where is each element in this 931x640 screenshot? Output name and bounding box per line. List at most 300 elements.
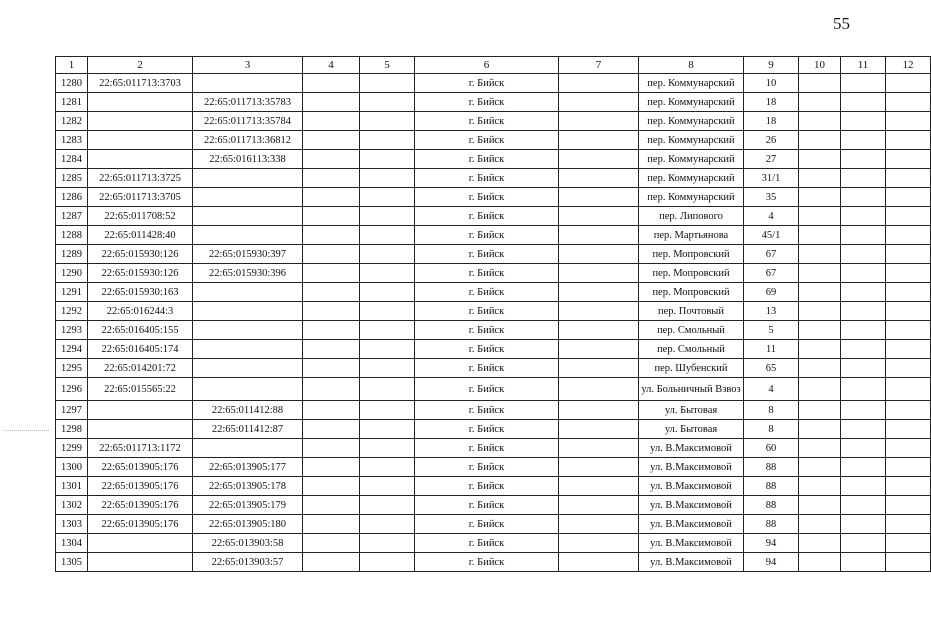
page-number: 55 xyxy=(833,14,850,33)
table-cell xyxy=(360,340,415,359)
table-cell: пер. Смольный xyxy=(639,321,744,340)
table-cell xyxy=(841,169,886,188)
table-cell xyxy=(886,359,931,378)
table-cell xyxy=(88,93,193,112)
table-header-row xyxy=(56,57,931,74)
table-cell xyxy=(559,534,639,553)
table-cell xyxy=(360,553,415,572)
table-cell xyxy=(360,150,415,169)
table-cell xyxy=(559,245,639,264)
table-cell xyxy=(799,340,841,359)
table-cell: 4 xyxy=(744,207,799,226)
table-cell: 22:65:016405:155 xyxy=(88,321,193,340)
table-cell: пер. Коммунарский xyxy=(639,112,744,131)
table-cell xyxy=(799,420,841,439)
table-cell xyxy=(303,226,360,245)
table-cell xyxy=(303,169,360,188)
table-cell: 1296 xyxy=(56,378,88,401)
table-cell: 1292 xyxy=(56,302,88,321)
column-header: 11 xyxy=(841,57,886,74)
table-cell: 60 xyxy=(744,439,799,458)
table-cell: 18 xyxy=(744,112,799,131)
table-cell xyxy=(303,496,360,515)
column-header: 7 xyxy=(559,57,639,74)
table-cell: 22:65:011713:35783 xyxy=(193,93,303,112)
table-cell xyxy=(886,226,931,245)
table-cell xyxy=(841,477,886,496)
table-cell: г. Бийск xyxy=(415,302,559,321)
table-row xyxy=(56,93,931,112)
table-cell: пер. Коммунарский xyxy=(639,93,744,112)
table-cell xyxy=(559,226,639,245)
table-cell: 8 xyxy=(744,401,799,420)
table-cell xyxy=(841,283,886,302)
table-cell: г. Бийск xyxy=(415,321,559,340)
table-cell: г. Бийск xyxy=(415,496,559,515)
table-cell: 22:65:011428:40 xyxy=(88,226,193,245)
table-cell xyxy=(193,207,303,226)
column-header: 3 xyxy=(193,57,303,74)
table-cell: 22:65:015930:397 xyxy=(193,245,303,264)
table-cell xyxy=(841,321,886,340)
table-cell xyxy=(841,458,886,477)
table-cell xyxy=(360,439,415,458)
table-cell xyxy=(799,477,841,496)
table-cell: г. Бийск xyxy=(415,150,559,169)
column-header: 10 xyxy=(799,57,841,74)
table-cell xyxy=(360,420,415,439)
table-cell xyxy=(886,340,931,359)
table-cell: 88 xyxy=(744,477,799,496)
column-header: 2 xyxy=(88,57,193,74)
table-cell xyxy=(799,188,841,207)
table-cell: 94 xyxy=(744,553,799,572)
table-cell: 22:65:013905:180 xyxy=(193,515,303,534)
table-cell xyxy=(559,553,639,572)
table-cell: 22:65:013905:179 xyxy=(193,496,303,515)
table-cell: 1280 xyxy=(56,74,88,93)
table-cell: г. Бийск xyxy=(415,359,559,378)
table-cell xyxy=(193,283,303,302)
table-cell: г. Бийск xyxy=(415,477,559,496)
table-cell: 22:65:013903:57 xyxy=(193,553,303,572)
table-cell xyxy=(886,93,931,112)
table-cell xyxy=(799,150,841,169)
table-cell xyxy=(799,496,841,515)
table-cell xyxy=(193,169,303,188)
table-cell xyxy=(841,553,886,572)
table-cell: 22:65:015930:126 xyxy=(88,245,193,264)
table-cell: пер. Коммунарский xyxy=(639,131,744,150)
table-cell: 67 xyxy=(744,245,799,264)
table-cell: 88 xyxy=(744,515,799,534)
table-cell: г. Бийск xyxy=(415,401,559,420)
table-cell xyxy=(886,477,931,496)
table-cell xyxy=(360,188,415,207)
table-cell: ул. В.Максимовой xyxy=(639,477,744,496)
table-cell: 22:65:016405:174 xyxy=(88,340,193,359)
table-cell xyxy=(193,378,303,401)
table-cell: 1285 xyxy=(56,169,88,188)
table-cell: 1297 xyxy=(56,401,88,420)
table-cell: пер. Коммунарский xyxy=(639,74,744,93)
table-cell xyxy=(886,302,931,321)
table-cell xyxy=(303,340,360,359)
table-cell: г. Бийск xyxy=(415,112,559,131)
table-cell xyxy=(841,378,886,401)
table-cell: пер. Мартьянова xyxy=(639,226,744,245)
table-cell: г. Бийск xyxy=(415,283,559,302)
table-cell xyxy=(303,534,360,553)
table-cell xyxy=(799,401,841,420)
table-cell xyxy=(360,359,415,378)
column-header: 6 xyxy=(415,57,559,74)
table-cell: 1305 xyxy=(56,553,88,572)
table-cell xyxy=(799,458,841,477)
table-cell xyxy=(886,321,931,340)
table-cell: 1298 xyxy=(56,420,88,439)
table-cell xyxy=(799,359,841,378)
table-row xyxy=(56,207,931,226)
table-cell xyxy=(360,169,415,188)
table-cell xyxy=(841,74,886,93)
table-cell: ул. В.Максимовой xyxy=(639,458,744,477)
table-cell xyxy=(841,131,886,150)
column-header: 4 xyxy=(303,57,360,74)
table-cell xyxy=(303,283,360,302)
table-cell xyxy=(303,207,360,226)
table-cell xyxy=(360,496,415,515)
table-cell xyxy=(303,74,360,93)
table-cell: 22:65:013905:176 xyxy=(88,496,193,515)
table-cell xyxy=(360,515,415,534)
table-cell xyxy=(193,74,303,93)
table-cell xyxy=(303,93,360,112)
table-cell: пер. Шубенский xyxy=(639,359,744,378)
table-cell: пер. Липового xyxy=(639,207,744,226)
table-cell xyxy=(303,515,360,534)
table-cell: 1294 xyxy=(56,340,88,359)
table-cell: 22:65:011713:3725 xyxy=(88,169,193,188)
table-cell xyxy=(841,150,886,169)
table-cell: 22:65:013905:177 xyxy=(193,458,303,477)
table-cell xyxy=(193,321,303,340)
table-row xyxy=(56,534,931,553)
table-cell: 22:65:011713:35784 xyxy=(193,112,303,131)
table-cell xyxy=(303,264,360,283)
table-cell: 22:65:011713:1172 xyxy=(88,439,193,458)
table-row xyxy=(56,226,931,245)
table-cell: 22:65:015930:126 xyxy=(88,264,193,283)
table-cell: 1303 xyxy=(56,515,88,534)
table-cell xyxy=(360,245,415,264)
table-cell: 88 xyxy=(744,458,799,477)
table-cell xyxy=(841,401,886,420)
table-cell xyxy=(559,515,639,534)
table-cell xyxy=(559,302,639,321)
table-cell: 22:65:011713:3705 xyxy=(88,188,193,207)
table-cell: 1302 xyxy=(56,496,88,515)
table-cell: г. Бийск xyxy=(415,93,559,112)
table-cell xyxy=(886,207,931,226)
table-cell xyxy=(193,340,303,359)
table-cell xyxy=(303,378,360,401)
table-cell: 13 xyxy=(744,302,799,321)
table-cell: г. Бийск xyxy=(415,439,559,458)
table-cell xyxy=(799,439,841,458)
table-cell xyxy=(886,401,931,420)
table-cell: 1295 xyxy=(56,359,88,378)
table-row xyxy=(56,340,931,359)
table-cell xyxy=(360,264,415,283)
table-cell xyxy=(559,131,639,150)
scan-artifact xyxy=(4,430,49,431)
table-cell: г. Бийск xyxy=(415,245,559,264)
table-cell xyxy=(193,188,303,207)
table-cell: 22:65:013905:176 xyxy=(88,458,193,477)
table-cell xyxy=(559,283,639,302)
table-row xyxy=(56,264,931,283)
table-cell xyxy=(799,515,841,534)
table-cell xyxy=(799,321,841,340)
table-cell: 1289 xyxy=(56,245,88,264)
table-cell xyxy=(886,131,931,150)
table-cell: 1282 xyxy=(56,112,88,131)
table-row xyxy=(56,496,931,515)
table-cell: ул. В.Максимовой xyxy=(639,534,744,553)
table-cell xyxy=(559,264,639,283)
table-cell xyxy=(88,553,193,572)
table-cell xyxy=(193,226,303,245)
table-cell xyxy=(360,534,415,553)
table-cell xyxy=(886,534,931,553)
table-cell: 67 xyxy=(744,264,799,283)
table-cell: 65 xyxy=(744,359,799,378)
table-cell: 26 xyxy=(744,131,799,150)
table-cell xyxy=(303,458,360,477)
table-cell xyxy=(886,283,931,302)
table-cell xyxy=(799,74,841,93)
table-row xyxy=(56,477,931,496)
table-cell xyxy=(559,401,639,420)
table-cell: ул. В.Максимовой xyxy=(639,496,744,515)
table-cell: ул. В.Максимовой xyxy=(639,439,744,458)
table-cell xyxy=(799,112,841,131)
table-cell xyxy=(841,420,886,439)
table-cell xyxy=(559,458,639,477)
table-cell xyxy=(799,207,841,226)
table-cell: 1287 xyxy=(56,207,88,226)
table-cell xyxy=(886,496,931,515)
table-row xyxy=(56,112,931,131)
table-cell xyxy=(799,93,841,112)
table-cell xyxy=(886,458,931,477)
table-cell: г. Бийск xyxy=(415,74,559,93)
table-cell xyxy=(193,302,303,321)
table-cell xyxy=(360,93,415,112)
table-cell xyxy=(841,207,886,226)
column-header: 12 xyxy=(886,57,931,74)
data-table xyxy=(55,56,931,572)
table-cell xyxy=(559,340,639,359)
table-cell: г. Бийск xyxy=(415,378,559,401)
table-cell xyxy=(303,188,360,207)
table-cell: г. Бийск xyxy=(415,207,559,226)
table-cell: пер. Коммунарский xyxy=(639,169,744,188)
table-cell: пер. Почтовый xyxy=(639,302,744,321)
table-cell: г. Бийск xyxy=(415,131,559,150)
table-cell xyxy=(360,74,415,93)
table-row xyxy=(56,515,931,534)
table-cell xyxy=(559,188,639,207)
table-cell xyxy=(559,496,639,515)
table-cell xyxy=(559,112,639,131)
table-cell: 1293 xyxy=(56,321,88,340)
table-cell xyxy=(360,321,415,340)
table-cell: г. Бийск xyxy=(415,188,559,207)
table-cell: 35 xyxy=(744,188,799,207)
table-cell xyxy=(799,131,841,150)
table-cell xyxy=(841,93,886,112)
table-cell xyxy=(360,112,415,131)
table-cell xyxy=(559,169,639,188)
table-cell: ул. Больничный Взвоз xyxy=(639,378,744,401)
table-cell: пер. Мопровский xyxy=(639,264,744,283)
table-cell xyxy=(559,207,639,226)
table-body xyxy=(56,74,931,572)
table-cell: пер. Мопровский xyxy=(639,283,744,302)
table-cell: 94 xyxy=(744,534,799,553)
table-cell xyxy=(841,534,886,553)
table-cell xyxy=(886,169,931,188)
table-cell xyxy=(559,439,639,458)
table-row xyxy=(56,245,931,264)
table-cell: 22:65:015930:163 xyxy=(88,283,193,302)
table-cell xyxy=(886,188,931,207)
table-cell xyxy=(799,226,841,245)
table-cell: 22:65:015930:396 xyxy=(193,264,303,283)
table-cell xyxy=(799,302,841,321)
table-cell xyxy=(559,477,639,496)
table-cell xyxy=(360,207,415,226)
table-row xyxy=(56,321,931,340)
table-cell: 11 xyxy=(744,340,799,359)
table-cell: 22:65:016244:3 xyxy=(88,302,193,321)
table-cell xyxy=(303,553,360,572)
table-cell xyxy=(886,420,931,439)
table-cell xyxy=(360,401,415,420)
table-cell: 10 xyxy=(744,74,799,93)
table-cell xyxy=(193,359,303,378)
table-cell: г. Бийск xyxy=(415,515,559,534)
table-cell xyxy=(360,131,415,150)
table-cell: пер. Коммунарский xyxy=(639,188,744,207)
table-row xyxy=(56,439,931,458)
table-cell: 22:65:014201:72 xyxy=(88,359,193,378)
table-cell xyxy=(88,131,193,150)
table-cell xyxy=(360,283,415,302)
table-cell: 88 xyxy=(744,496,799,515)
table-cell: 69 xyxy=(744,283,799,302)
table-cell xyxy=(303,420,360,439)
table-row xyxy=(56,378,931,401)
table-cell: 1301 xyxy=(56,477,88,496)
table-cell xyxy=(360,226,415,245)
table-cell xyxy=(303,112,360,131)
table-cell: 45/1 xyxy=(744,226,799,245)
table-cell xyxy=(88,420,193,439)
table-cell: 5 xyxy=(744,321,799,340)
table-cell xyxy=(559,420,639,439)
table-cell: 31/1 xyxy=(744,169,799,188)
table-row xyxy=(56,420,931,439)
table-cell: 22:65:015565:22 xyxy=(88,378,193,401)
table-cell xyxy=(303,150,360,169)
table-cell: 22:65:013905:176 xyxy=(88,477,193,496)
table-cell xyxy=(841,340,886,359)
table-cell xyxy=(886,245,931,264)
table-row xyxy=(56,283,931,302)
column-header: 8 xyxy=(639,57,744,74)
table-row xyxy=(56,553,931,572)
table-cell xyxy=(559,359,639,378)
table-cell xyxy=(799,169,841,188)
table-cell: 22:65:011713:36812 xyxy=(193,131,303,150)
table-cell xyxy=(559,93,639,112)
table-cell: г. Бийск xyxy=(415,553,559,572)
table-cell xyxy=(799,283,841,302)
table-cell: 22:65:013905:176 xyxy=(88,515,193,534)
table-cell: 22:65:011412:88 xyxy=(193,401,303,420)
table-cell: 22:65:011412:87 xyxy=(193,420,303,439)
table-cell xyxy=(799,534,841,553)
table-cell xyxy=(841,359,886,378)
table-row xyxy=(56,131,931,150)
table-cell: 1290 xyxy=(56,264,88,283)
table-cell: 1284 xyxy=(56,150,88,169)
table-row xyxy=(56,302,931,321)
table-cell xyxy=(841,245,886,264)
table-cell xyxy=(886,553,931,572)
table-cell xyxy=(303,359,360,378)
table-cell xyxy=(303,131,360,150)
table-cell xyxy=(799,553,841,572)
column-header: 9 xyxy=(744,57,799,74)
table-row xyxy=(56,74,931,93)
table-cell xyxy=(303,477,360,496)
table-cell: г. Бийск xyxy=(415,534,559,553)
table-cell xyxy=(303,302,360,321)
table-cell xyxy=(886,439,931,458)
table-cell: г. Бийск xyxy=(415,264,559,283)
table-cell xyxy=(303,321,360,340)
table-cell xyxy=(886,378,931,401)
table-cell xyxy=(360,477,415,496)
table-cell: ул. Бытовая xyxy=(639,401,744,420)
table-cell xyxy=(841,264,886,283)
table-cell xyxy=(559,150,639,169)
table-cell xyxy=(841,188,886,207)
table-cell: 1286 xyxy=(56,188,88,207)
table-cell xyxy=(799,245,841,264)
table-cell xyxy=(841,496,886,515)
table-row xyxy=(56,188,931,207)
table-row xyxy=(56,458,931,477)
table-cell xyxy=(88,534,193,553)
table-cell: 22:65:016113:338 xyxy=(193,150,303,169)
column-header: 1 xyxy=(56,57,88,74)
table-row xyxy=(56,169,931,188)
